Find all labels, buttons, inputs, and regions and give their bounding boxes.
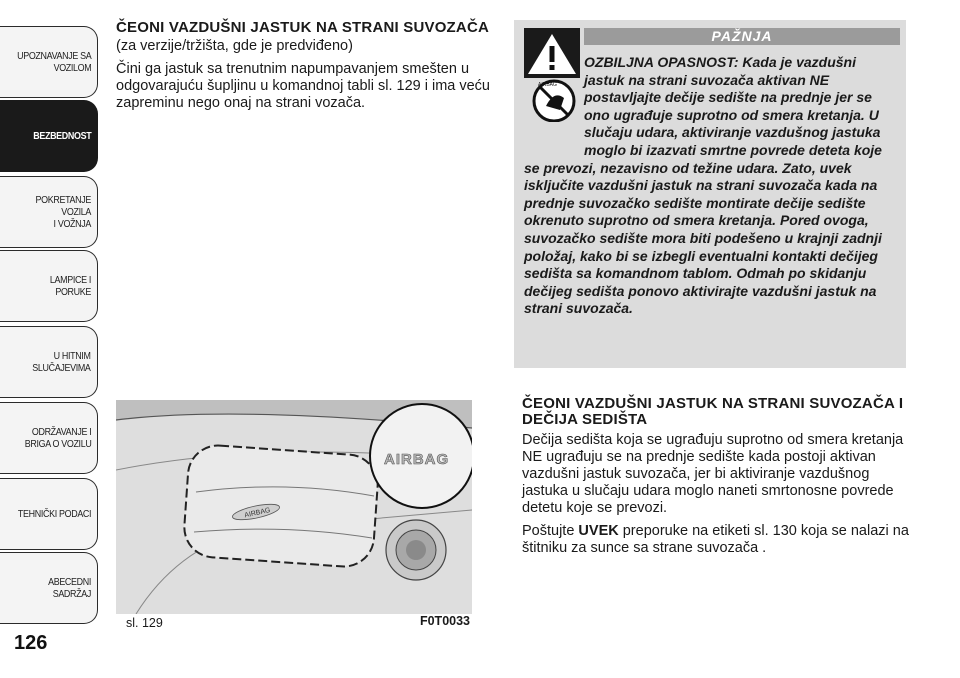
tab-label: ABECEDNI SADRŽAJ [48, 576, 91, 600]
section-child-seats [522, 396, 912, 557]
section-heading-child-seats: ČEONI VAZDUŠNI JASTUK NA STRANI SUVOZAČA I DEČIJA SEDIŠTA [522, 395, 904, 428]
warning-text-block [524, 54, 898, 318]
tab-label: BEZBEDNOST [32, 130, 91, 142]
figure-129 [116, 400, 472, 632]
paragraph-child-seats: Dečija sedišta koja se ugrađuju suprotno od smera kretanja NE ugrađuju se na prednje sedište kada postoji aktivan vazdušni jastuk suvozača, jer bi aktiviranje vazdušnog jastuka u slučaju udara moglo naneti smrtonosne povrede detetu koje se prevozi. [522, 432, 904, 516]
panel-airbag-text: AIRBAG [243, 507, 272, 520]
magnified-airbag-text: AIRBAG [384, 451, 450, 468]
tab-pokretanje-vozila[interactable] [0, 176, 98, 248]
figure-code: F0T0033 [419, 614, 470, 628]
icon-badge-text: AIRBAG [538, 82, 557, 88]
tab-lampice-i-poruke[interactable] [0, 250, 98, 322]
warning-box [514, 20, 906, 368]
tab-u-hitnim-slucajevima[interactable] [0, 326, 98, 398]
tab-abecedni-sadrzaj[interactable] [0, 552, 98, 624]
section-passenger-airbag [116, 20, 496, 112]
chapter-sidebar [0, 0, 100, 678]
tab-label: UPOZNAVANJE SA VOZILOM [16, 50, 91, 74]
page-number: 126 [14, 632, 48, 654]
tab-bezbednost[interactable] [0, 100, 98, 172]
tab-label: POKRETANJE VOZILA I VOŽNJA [35, 194, 91, 230]
warning-text: OZBILJNA OPASNOST: Kada je vazdušni jastuk na strani suvozača aktivan NE postavljajte dečije sedište na prednje jer se ono ugrađuje suprotno od smera kretanja. U slučaju udara, aktiviranje vazdušnog jastuka moglo bi izazvati smrtne povrede deteta koje se prevozi, nezavisno od težine udara. Zato, uvek isključite vazdušni jastuk na strani suvozača kada na prednje suvozačko sedište montirate dečije sedište okrenuto suprotno od smera kretanja. Pored ovoga, suvozačko sedište mora biti podešeno u krajnji zadnji položaj, kako bi se izbegli eventualni kontakti dečijeg sedišta sa komandnom tablom. Odmah po skidanju dečijeg sedišta ponovo aktivirajte vazdušni jastuk na strani suvozača. [524, 54, 882, 317]
tab-tehnicki-podaci[interactable] [0, 478, 98, 550]
tab-upoznavanje-sa-vozilom[interactable] [0, 26, 98, 98]
section-paragraph: Čini ga jastuk sa trenutnim napumpavanjem smešten u odgovarajuću šupljinu u komandnoj tabli sl. 129 i ima veću zapreminu nego onaj na strani vozača. [116, 61, 490, 111]
emphasis-uvek: UVEK [578, 523, 619, 539]
paragraph-label-advice: Poštujte UVEK preporuke na etiketi sl. 130 koja se nalazi na štitniku za sunce sa strane suvozača . [522, 523, 909, 556]
section-heading: ČEONI VAZDUŠNI JASTUK NA STRANI SUVOZAČA [116, 19, 490, 36]
section-subheading: (za verzije/tržišta, gde je predviđeno) [116, 38, 353, 54]
warning-title: PAŽNJA [584, 28, 900, 45]
tab-odrzavanje[interactable] [0, 402, 98, 474]
tab-label: TEHNIČKI PODACI [17, 508, 91, 520]
dashboard-airbag-illustration [116, 400, 472, 614]
tab-label: ODRŽAVANJE I BRIGA O VOZILU [24, 426, 91, 450]
figure-label: sl. 129 [126, 616, 163, 630]
tab-label: U HITNIM SLUČAJEVIMA [32, 350, 91, 374]
tab-label: LAMPICE I PORUKE [49, 274, 91, 298]
